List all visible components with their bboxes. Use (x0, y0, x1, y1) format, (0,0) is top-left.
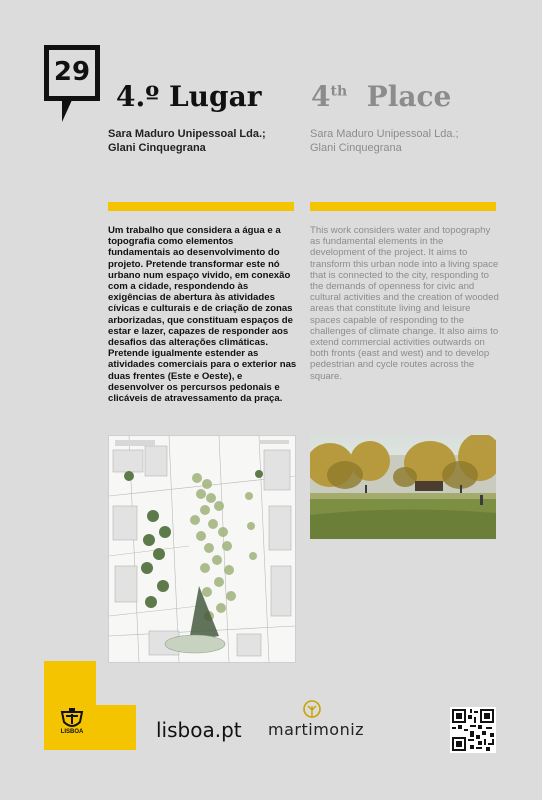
project-render-photo (310, 435, 496, 539)
footer-yellow-block-top (44, 661, 96, 705)
website-link[interactable]: lisboa.pt (156, 718, 242, 742)
title-portuguese: 4.º Lugar (116, 80, 262, 113)
description-portuguese: Um trabalho que considera a água e a topografia como elementos fundamentais ao desenvolvimento do projeto. Pretende transformar este nó urbano num espaço vivido, em conexão com a cidade, respondendo às exigências de abertura às atividades cívicas e culturais e de criação de zonas arborizadas, que constituam espaços de estar e lazer, capazes de responder aos desafios das alterações climáticas. Pretende igualmente estender as atividades comerciais para o exterior nas duas frentes (Este e Oeste), e desenvolver os percursos pedonais e clicáveis de atravessamento da praça. (108, 225, 297, 405)
author-line-1: Sara Maduro Unipessoal Lda.; (310, 128, 459, 140)
authors-english (310, 127, 510, 155)
entry-number: 29 (53, 57, 91, 87)
lisboa-emblem-icon (58, 708, 86, 730)
author-line-1: Sara Maduro Unipessoal Lda.; (108, 128, 266, 140)
badge-tail-shape (62, 100, 72, 122)
site-plan-image (108, 435, 296, 663)
partner-logo-text: martimoniz (268, 720, 365, 739)
lisboa-logo-label: LISBOA (60, 729, 84, 735)
author-line-2: Glani Cinquegrana (108, 142, 206, 154)
qr-code-icon[interactable] (450, 707, 496, 753)
title-en-word: Place (366, 80, 452, 113)
title-en-superscript: th (330, 83, 348, 100)
title-en-number: 4 (311, 80, 331, 113)
title-english (311, 80, 451, 113)
yellow-divider-right (310, 202, 496, 211)
yellow-divider-left (108, 202, 294, 211)
authors-portuguese (108, 127, 308, 155)
author-line-2: Glani Cinquegrana (310, 142, 402, 154)
martimoniz-tree-icon (302, 700, 322, 720)
site-plan-drawing (109, 436, 295, 662)
description-english: This work considers water and topography as fundamental elements in the development of the project. It aims to transform this urban node into a living space that is connected to the city, responding to the demands of openness for civic and cultural activities and the creation of wooded areas that constitute living and leisure spaces capable of responding to the challenges of climate change. It also aims to extend commercial activities outwards on both fronts (east and west) and to develop pedestrian and cycle routes across the square. (310, 225, 499, 382)
render-illustration (310, 435, 496, 539)
entry-number-badge (44, 45, 100, 101)
